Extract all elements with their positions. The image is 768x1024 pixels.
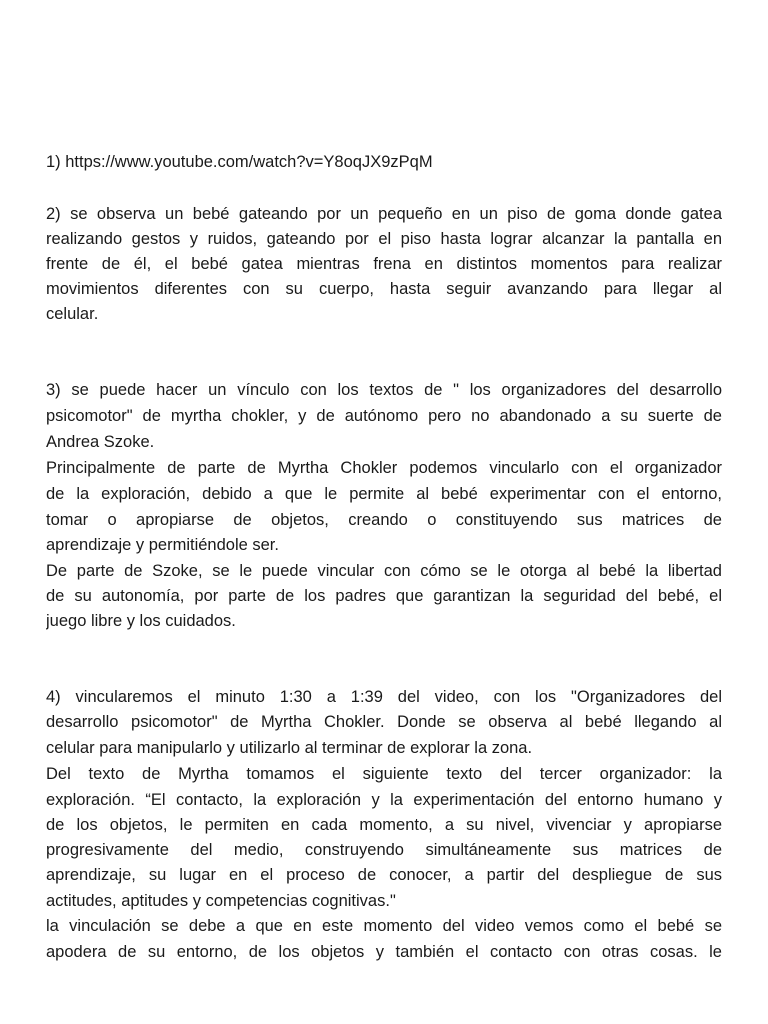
answer-4-line: 4) vincularemos el minuto 1:30 a 1:39 del video, con los "Organizadores del — [46, 688, 722, 706]
answer-2-line: celular. — [46, 305, 99, 323]
answer-4-line: Del texto de Myrtha tomamos el siguiente texto del tercer organizador: la — [46, 765, 722, 783]
answer-3-line: Andrea Szoke. — [46, 433, 155, 451]
answer-3-line: aprendizaje y permitiéndole ser. — [46, 536, 279, 554]
answer-3-line: psicomotor" de myrtha chokler, y de autónomo pero no abandonado a su suerte de — [46, 407, 722, 425]
answer-3-line: Principalmente de parte de Myrtha Chokler podemos vincularlo con el organizador — [46, 459, 722, 477]
answer-4-line: actitudes, aptitudes y competencias cognitivas." — [46, 892, 396, 910]
answer-2-line: movimientos diferentes con su cuerpo, hasta seguir avanzando para llegar al — [46, 280, 722, 298]
answer-4-line: progresivamente del medio, construyendo simultáneamente sus matrices de — [46, 841, 722, 859]
answer-4-line: apodera de su entorno, de los objetos y también el contacto con otras cosas. le — [46, 943, 722, 961]
answer-3-line: 3) se puede hacer un vínculo con los textos de " los organizadores del desarrollo — [46, 381, 722, 399]
answer-4-line: de los objetos, le permiten en cada momento, a su nivel, vivenciar y apropiarse — [46, 816, 722, 834]
answer-4-line: exploración. “El contacto, la exploración y la experimentación del entorno humano y — [46, 791, 722, 809]
answer-3-line: De parte de Szoke, se le puede vincular con cómo se le otorga al bebé la libertad — [46, 562, 722, 580]
answer-3-line: de la exploración, debido a que le permite al bebé experimentar con el entorno, — [46, 485, 722, 503]
answer-3-line: juego libre y los cuidados. — [46, 612, 236, 630]
answer-4-line: aprendizaje, su lugar en el proceso de conocer, a partir del despliegue de sus — [46, 866, 722, 884]
answer-4-line: celular para manipularlo y utilizarlo al terminar de explorar la zona. — [46, 739, 533, 757]
answer-2-line: frente de él, el bebé gatea mientras frena en distintos momentos para realizar — [46, 255, 722, 273]
answer-2-line: 2) se observa un bebé gateando por un pequeño en un piso de goma donde gatea — [46, 205, 722, 223]
answer-3-line: de su autonomía, por parte de los padres que garantizan la seguridad del bebé, el — [46, 587, 722, 605]
answer-2-line: realizando gestos y ruidos, gateando por el piso hasta lograr alcanzar la pantalla en — [46, 230, 722, 248]
answer-4-line: la vinculación se debe a que en este momento del video vemos como el bebé se — [46, 917, 722, 935]
answer-1-link-line[interactable]: 1) https://www.youtube.com/watch?v=Y8oqJX9zPqM — [46, 153, 433, 171]
answer-4-line: desarrollo psicomotor" de Myrtha Chokler. Donde se observa al bebé llegando al — [46, 713, 722, 731]
answer-3-line: tomar o apropiarse de objetos, creando o constituyendo sus matrices de — [46, 511, 722, 529]
